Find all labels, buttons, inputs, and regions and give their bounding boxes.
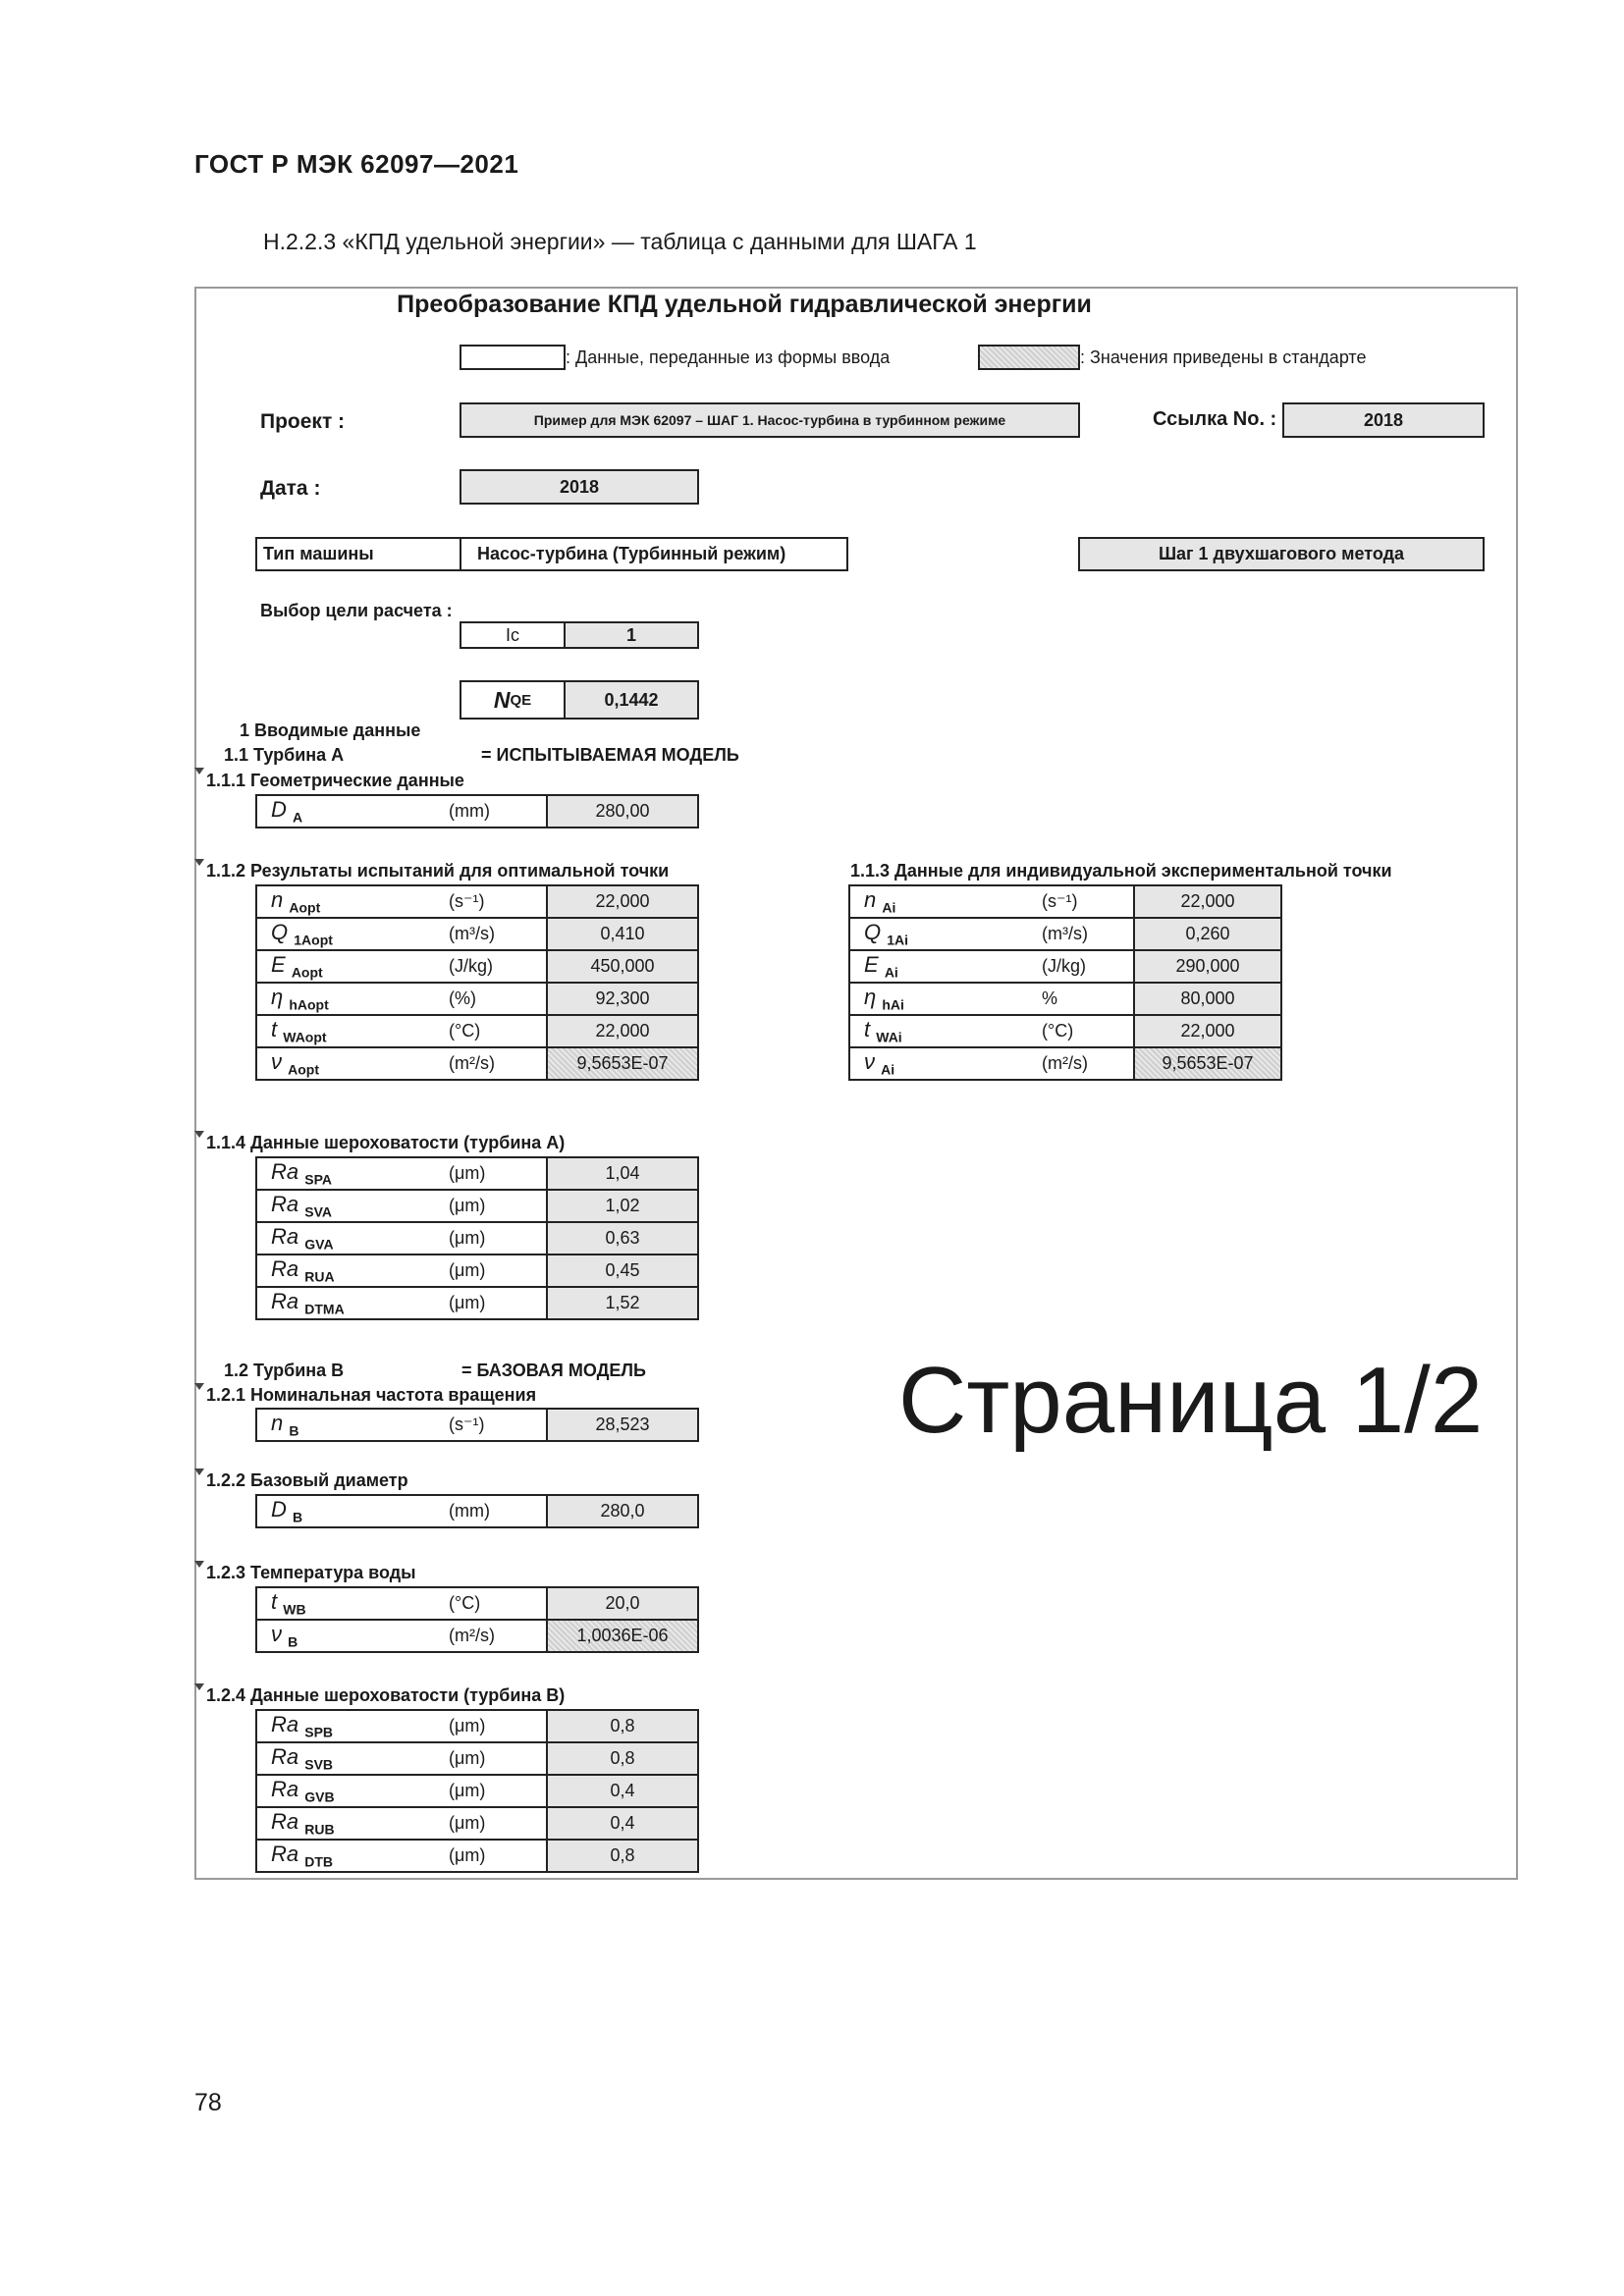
project-value: Пример для МЭК 62097 – ШАГ 1. Насос-турбина в турбинном режиме xyxy=(460,402,1080,438)
section-marker xyxy=(194,1131,204,1138)
parameter-unit: (μm) xyxy=(443,1255,547,1287)
symbol-subscript: Aopt xyxy=(288,1061,320,1078)
parameter-symbol xyxy=(256,1409,443,1441)
parameter-value: 22,000 xyxy=(547,1015,698,1047)
table-row xyxy=(256,1742,698,1775)
parameter-symbol xyxy=(849,1015,1036,1047)
symbol-text: Ra xyxy=(271,1224,299,1250)
section-1-2-4: 1.2.4 Данные шероховатости (турбина B) xyxy=(206,1685,566,1705)
parameter-value: 0,8 xyxy=(547,1710,698,1742)
parameter-symbol xyxy=(256,1047,443,1080)
section-1-2-model: = БАЗОВАЯ МОДЕЛЬ xyxy=(461,1361,646,1380)
goal-value: 1 xyxy=(564,621,699,649)
table-row xyxy=(849,950,1281,983)
symbol-subscript: hAi xyxy=(882,996,904,1013)
symbol-subscript: Ai xyxy=(881,1061,895,1078)
parameter-unit: (μm) xyxy=(443,1840,547,1872)
legend-standard-label: : Значения приведены в стандарте xyxy=(1080,347,1367,367)
parameter-value: 0,8 xyxy=(547,1742,698,1775)
table-row xyxy=(256,1710,698,1742)
symbol-text: η xyxy=(271,985,284,1010)
table-row xyxy=(256,1255,698,1287)
section-caption: Н.2.2.3 «КПД удельной энергии» — таблица с данными для ШАГА 1 xyxy=(263,229,977,254)
parameter-unit: (°C) xyxy=(1036,1015,1134,1047)
date-value: 2018 xyxy=(460,469,699,505)
parameter-symbol xyxy=(256,1710,443,1742)
parameter-value: 9,5653E-07 xyxy=(547,1047,698,1080)
parameter-unit: (J/kg) xyxy=(443,950,547,983)
symbol-text: D xyxy=(271,1497,287,1522)
nqe-subscript: QE xyxy=(510,691,532,709)
base-diameter-table xyxy=(255,1494,699,1528)
water-temperature-table xyxy=(255,1586,699,1653)
symbol-subscript: RUA xyxy=(304,1268,335,1285)
symbol-subscript: SVB xyxy=(304,1756,334,1773)
page-stamp: Страница 1/2 xyxy=(898,1348,1484,1453)
parameter-symbol xyxy=(256,1775,443,1807)
roughness-table-b xyxy=(255,1709,699,1873)
parameter-value: 9,5653E-07 xyxy=(1134,1047,1281,1080)
symbol-subscript: DTMA xyxy=(304,1301,345,1317)
parameter-symbol xyxy=(256,1287,443,1319)
symbol-subscript: RUB xyxy=(304,1821,335,1838)
section-marker xyxy=(194,859,204,866)
symbol-text: Ra xyxy=(271,1744,299,1770)
parameter-unit: (s⁻¹) xyxy=(1036,885,1134,918)
symbol-subscript: GVA xyxy=(304,1236,334,1253)
parameter-unit: (s⁻¹) xyxy=(443,1409,547,1441)
table-row xyxy=(256,950,698,983)
parameter-value: 0,410 xyxy=(547,918,698,950)
legend-input-label: : Данные, переданные из формы ввода xyxy=(566,347,891,367)
section-1-2-1: 1.2.1 Номинальная частота вращения xyxy=(206,1385,537,1405)
symbol-text: Ra xyxy=(271,1842,299,1867)
parameter-value: 280,00 xyxy=(547,795,698,828)
table-row xyxy=(849,1015,1281,1047)
parameter-value: 22,000 xyxy=(1134,1015,1281,1047)
symbol-subscript: WAopt xyxy=(283,1029,327,1045)
table-row xyxy=(256,1807,698,1840)
symbol-subscript: GVB xyxy=(304,1789,335,1805)
table-row xyxy=(256,1222,698,1255)
section-marker xyxy=(194,1468,204,1475)
table-row xyxy=(256,983,698,1015)
parameter-value: 0,4 xyxy=(547,1775,698,1807)
parameter-symbol xyxy=(256,1807,443,1840)
table-row xyxy=(256,1157,698,1190)
parameter-unit: (m²/s) xyxy=(443,1620,547,1652)
symbol-subscript: 1Ai xyxy=(887,932,909,948)
document-header: ГОСТ Р МЭК 62097—2021 xyxy=(194,149,519,179)
parameter-unit: (m³/s) xyxy=(1036,918,1134,950)
symbol-text: ν xyxy=(271,1049,282,1075)
nqe-symbol-text: N xyxy=(493,686,511,713)
step-value: Шаг 1 двухшагового метода xyxy=(1078,537,1485,571)
parameter-unit: (mm) xyxy=(443,795,547,828)
parameter-unit: (μm) xyxy=(443,1775,547,1807)
legend-standard-swatch xyxy=(978,345,1080,370)
parameter-unit: (μm) xyxy=(443,1742,547,1775)
section-1-1-2: 1.1.2 Результаты испытаний для оптимальной точки xyxy=(206,861,670,881)
section-marker xyxy=(194,1383,204,1390)
parameter-unit: (μm) xyxy=(443,1222,547,1255)
symbol-subscript: WAi xyxy=(876,1029,902,1045)
parameter-symbol xyxy=(849,950,1036,983)
symbol-subscript: B xyxy=(288,1633,298,1650)
symbol-text: η xyxy=(864,985,877,1010)
parameter-unit: (m²/s) xyxy=(443,1047,547,1080)
symbol-text: n xyxy=(271,1411,284,1436)
project-label: Проект : xyxy=(260,410,346,433)
table-row xyxy=(256,1047,698,1080)
symbol-subscript: Ai xyxy=(882,899,896,916)
symbol-text: Ra xyxy=(271,1289,299,1314)
table-row xyxy=(849,885,1281,918)
parameter-unit: (s⁻¹) xyxy=(443,885,547,918)
table-row xyxy=(256,1587,698,1620)
table-row xyxy=(256,918,698,950)
table-row xyxy=(256,1775,698,1807)
page-number: 78 xyxy=(194,2089,222,2116)
symbol-subscript: hAopt xyxy=(289,996,329,1013)
parameter-symbol xyxy=(849,983,1036,1015)
table-row xyxy=(256,1190,698,1222)
roughness-table-a xyxy=(255,1156,699,1320)
symbol-text: D xyxy=(271,797,287,823)
parameter-symbol xyxy=(256,1495,443,1527)
parameter-value: 28,523 xyxy=(547,1409,698,1441)
table-row xyxy=(256,1015,698,1047)
symbol-subscript: Aopt xyxy=(289,899,321,916)
parameter-symbol xyxy=(849,1047,1036,1080)
nominal-speed-table xyxy=(255,1408,699,1442)
parameter-symbol xyxy=(256,885,443,918)
table-row xyxy=(256,885,698,918)
symbol-subscript: Ai xyxy=(884,964,898,981)
section-1-1-3: 1.1.3 Данные для индивидуальной экспериментальной точки xyxy=(850,861,1392,881)
parameter-value: 1,02 xyxy=(547,1190,698,1222)
symbol-text: Ra xyxy=(271,1777,299,1802)
symbol-subscript: B xyxy=(293,1509,303,1525)
section-1-1-1: 1.1.1 Геометрические данные xyxy=(206,771,464,790)
parameter-value: 280,0 xyxy=(547,1495,698,1527)
nqe-value: 0,1442 xyxy=(564,680,699,720)
table-row xyxy=(256,1840,698,1872)
parameter-symbol xyxy=(256,1255,443,1287)
reference-value: 2018 xyxy=(1282,402,1485,438)
parameter-value: 20,0 xyxy=(547,1587,698,1620)
parameter-symbol xyxy=(256,950,443,983)
nqe-symbol xyxy=(460,680,566,720)
symbol-text: Ra xyxy=(271,1256,299,1282)
symbol-text: Ra xyxy=(271,1159,299,1185)
parameter-symbol xyxy=(256,983,443,1015)
section-1-1-4: 1.1.4 Данные шероховатости (турбина A) xyxy=(206,1133,566,1152)
parameter-unit: (μm) xyxy=(443,1287,547,1319)
parameter-symbol xyxy=(256,1620,443,1652)
section-1-1-model: = ИСПЫТЫВАЕМАЯ МОДЕЛЬ xyxy=(481,745,739,765)
parameter-value: 450,000 xyxy=(547,950,698,983)
parameter-symbol xyxy=(256,1190,443,1222)
symbol-subscript: B xyxy=(289,1422,299,1439)
parameter-unit: (%) xyxy=(443,983,547,1015)
machine-type-value: Насос-турбина (Турбинный режим) xyxy=(460,537,848,571)
parameter-symbol xyxy=(256,1840,443,1872)
symbol-subscript: DTB xyxy=(304,1853,334,1870)
parameter-unit: (m³/s) xyxy=(443,918,547,950)
section-1-1: 1.1 Турбина A xyxy=(224,745,345,765)
table-row xyxy=(256,795,698,828)
symbol-text: ν xyxy=(271,1622,282,1647)
parameter-symbol xyxy=(256,795,443,828)
parameter-value: 290,000 xyxy=(1134,950,1281,983)
parameter-unit: % xyxy=(1036,983,1134,1015)
form-title: Преобразование КПД удельной гидравлической энергии xyxy=(397,291,1092,318)
parameter-unit: (m²/s) xyxy=(1036,1047,1134,1080)
section-1-2-2: 1.2.2 Базовый диаметр xyxy=(206,1470,408,1490)
parameter-symbol xyxy=(256,1015,443,1047)
parameter-unit: (°C) xyxy=(443,1015,547,1047)
symbol-text: t xyxy=(864,1017,871,1042)
symbol-text: E xyxy=(271,952,286,978)
table-row xyxy=(256,1495,698,1527)
table-row xyxy=(256,1287,698,1319)
parameter-unit: (μm) xyxy=(443,1807,547,1840)
symbol-text: ν xyxy=(864,1049,875,1075)
geometry-table-a xyxy=(255,794,699,828)
parameter-value: 0,63 xyxy=(547,1222,698,1255)
section-1: 1 Вводимые данные xyxy=(240,721,421,740)
symbol-subscript: SPB xyxy=(304,1724,334,1740)
goal-key: Ic xyxy=(460,621,566,649)
parameter-symbol xyxy=(256,918,443,950)
parameter-symbol xyxy=(849,885,1036,918)
section-1-2-3: 1.2.3 Температура воды xyxy=(206,1563,416,1582)
symbol-subscript: SVA xyxy=(304,1203,332,1220)
parameter-unit: (μm) xyxy=(443,1710,547,1742)
section-1-2: 1.2 Турбина B xyxy=(224,1361,345,1380)
parameter-value: 0,4 xyxy=(547,1807,698,1840)
symbol-text: Ra xyxy=(271,1192,299,1217)
symbol-subscript: SPA xyxy=(304,1171,332,1188)
section-marker xyxy=(194,1683,204,1690)
parameter-symbol xyxy=(849,918,1036,950)
table-row xyxy=(849,983,1281,1015)
parameter-value: 80,000 xyxy=(1134,983,1281,1015)
parameter-unit: (°C) xyxy=(443,1587,547,1620)
symbol-text: n xyxy=(864,887,877,913)
machine-type-label: Тип машины xyxy=(255,537,461,571)
table-row xyxy=(849,918,1281,950)
legend-input-swatch xyxy=(460,345,566,370)
symbol-subscript: A xyxy=(293,809,303,826)
section-marker xyxy=(194,768,204,774)
table-row xyxy=(849,1047,1281,1080)
parameter-value: 22,000 xyxy=(1134,885,1281,918)
parameter-unit: (mm) xyxy=(443,1495,547,1527)
section-marker xyxy=(194,1561,204,1568)
parameter-value: 22,000 xyxy=(547,885,698,918)
parameter-value: 1,52 xyxy=(547,1287,698,1319)
parameter-value: 0,45 xyxy=(547,1255,698,1287)
symbol-text: t xyxy=(271,1017,278,1042)
parameter-symbol xyxy=(256,1222,443,1255)
symbol-subscript: 1Aopt xyxy=(294,932,333,948)
symbol-subscript: Aopt xyxy=(291,964,323,981)
symbol-text: E xyxy=(864,952,879,978)
symbol-subscript: WB xyxy=(283,1601,306,1618)
goal-label: Выбор цели расчета : xyxy=(260,601,453,620)
symbol-text: n xyxy=(271,887,284,913)
parameter-unit: (μm) xyxy=(443,1190,547,1222)
symbol-text: Ra xyxy=(271,1809,299,1835)
table-row xyxy=(256,1620,698,1652)
optimal-point-table xyxy=(255,884,699,1081)
parameter-value: 0,8 xyxy=(547,1840,698,1872)
parameter-value: 0,260 xyxy=(1134,918,1281,950)
parameter-value: 1,04 xyxy=(547,1157,698,1190)
reference-label: Ссылка No. : xyxy=(1153,408,1277,430)
symbol-text: Ra xyxy=(271,1712,299,1737)
individual-point-table xyxy=(848,884,1282,1081)
symbol-text: Q xyxy=(271,920,289,945)
parameter-symbol xyxy=(256,1157,443,1190)
parameter-value: 1,0036E-06 xyxy=(547,1620,698,1652)
parameter-symbol xyxy=(256,1587,443,1620)
symbol-text: Q xyxy=(864,920,882,945)
table-row xyxy=(256,1409,698,1441)
parameter-symbol xyxy=(256,1742,443,1775)
parameter-value: 92,300 xyxy=(547,983,698,1015)
parameter-unit: (μm) xyxy=(443,1157,547,1190)
symbol-text: t xyxy=(271,1589,278,1615)
date-label: Дата : xyxy=(260,477,321,500)
parameter-unit: (J/kg) xyxy=(1036,950,1134,983)
